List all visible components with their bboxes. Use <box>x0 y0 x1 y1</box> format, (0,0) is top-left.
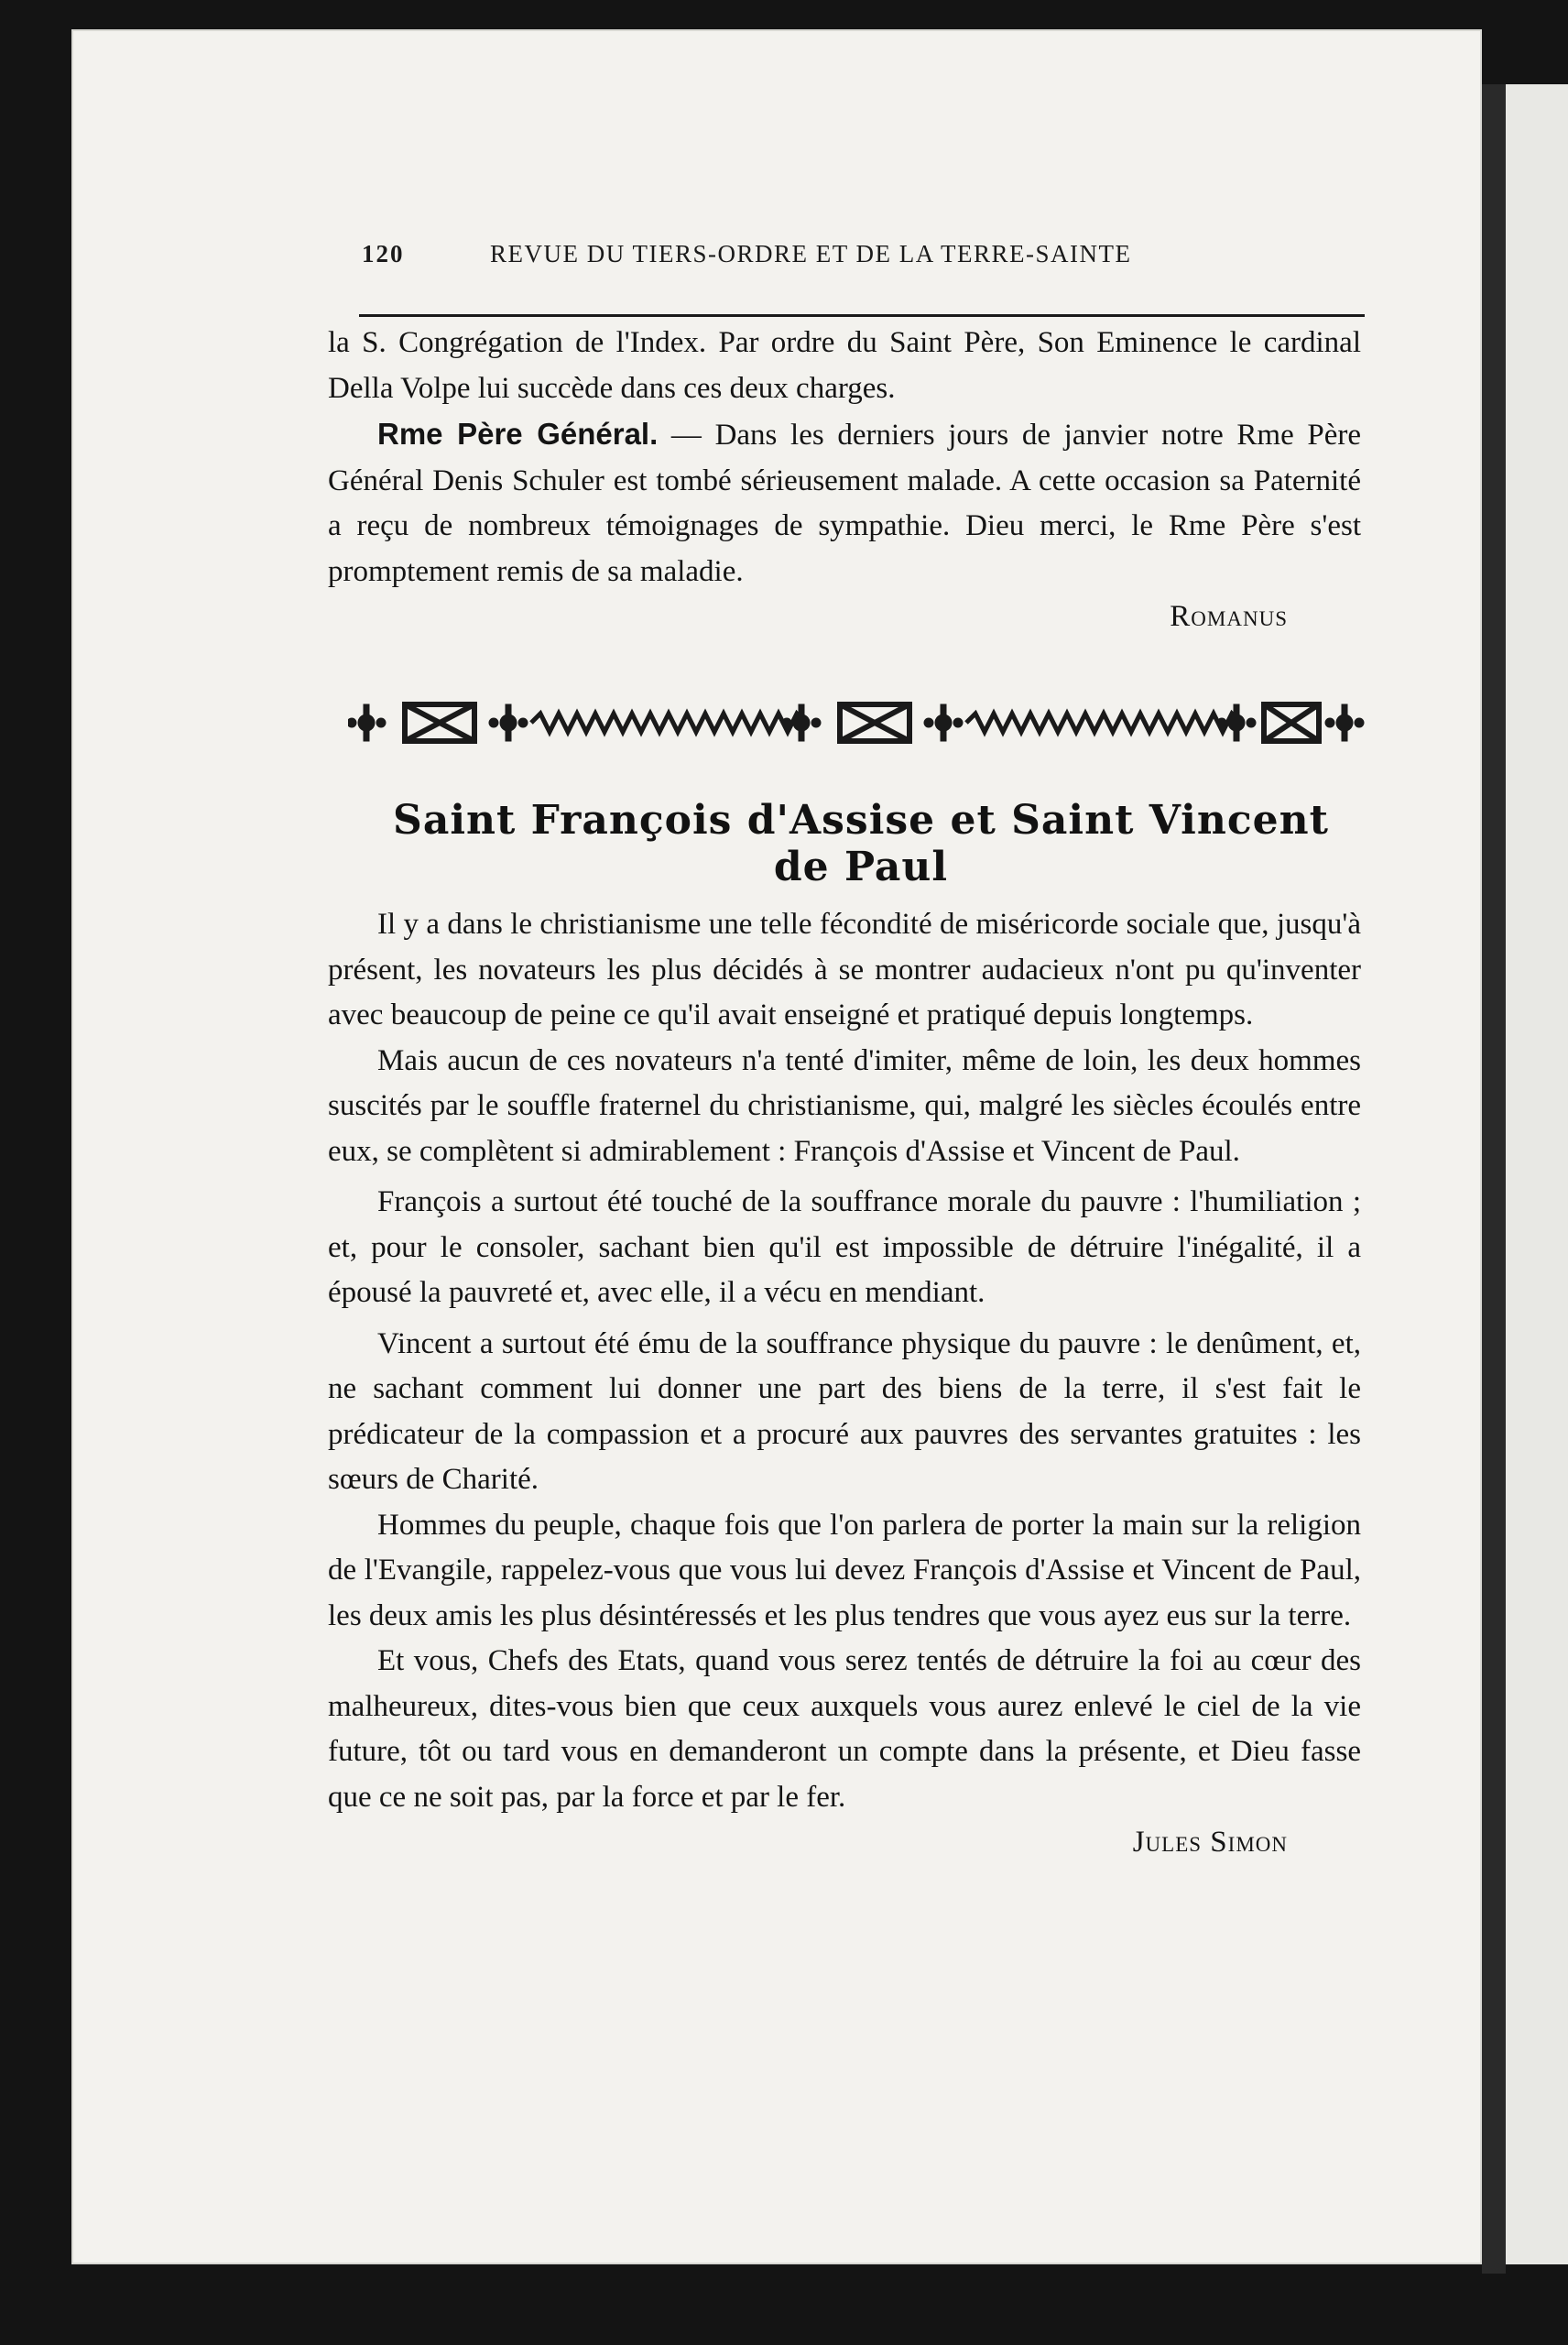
signature-jules-simon: Jules Simon <box>1132 1826 1288 1859</box>
page-edge-shadow <box>1482 84 1506 2274</box>
top-section <box>328 321 1361 640</box>
article-paragraph: Vincent a surtout été ému de la souffrance physique du pauvre : le denûment, et, ne sachant comment lui donner une part des biens de la terre, il s'est fait le prédicateur de la compassion et a procuré aux pauvres des servantes gratuites : les sœurs de Charité. <box>328 1326 1361 1496</box>
section-heading: Rme Père Général. <box>377 417 659 451</box>
ornamental-divider <box>348 694 1365 751</box>
fleur-icon <box>489 704 528 741</box>
article-paragraph: Mais aucun de ces novateurs n'a tenté d'imiter, même de loin, les deux hommes suscités par le souffle fraternel du christianisme, qui, malgré les siècles écoulés entre eux, se complètent si admirablement : François d'Assise et Vincent de Paul. <box>328 1043 1361 1168</box>
article-paragraph: François a surtout été touché de la souffrance morale du pauvre : l'humiliation ; et, pour le consoler, sachant bien qu'il est impossible de détruire l'inégalité, il a épousé la pauvreté et, avec elle, il a vécu en mendiant. <box>328 1185 1361 1309</box>
knot-icon <box>1264 704 1319 741</box>
page-number: 120 <box>362 240 405 267</box>
header-rule <box>359 314 1365 317</box>
continued-paragraph: la S. Congrégation de l'Index. Par ordre du Saint Père, Son Eminence le cardinal Della Volpe lui succède dans ces deux charges. <box>328 326 1361 405</box>
general-news-paragraph <box>328 411 1361 594</box>
article-paragraph-last: Et vous, Chefs des Etats, quand vous serez tentés de détruire la foi au cœur des malheureux, dites-vous bien que ceux auxquels vous aurez enlevé le ciel de la vie future, tôt ou tard vous en demanderont un compte dans la présente, et Dieu fasse que ce ne soit pas, par la force et par le fer. <box>328 1644 1361 1814</box>
general-news-text: — Dans les derniers jours de janvier notre Rme Père Général Denis Schuler est tombé sérieusement malade. A cette occasion sa Paternité a reçu de nombreux témoignages de sympathie. Dieu merci, le Rme Père s'est promptement remis de sa maladie. <box>328 419 1361 588</box>
knot-icon <box>405 704 474 741</box>
fleur-icon <box>924 704 963 741</box>
knot-icon <box>840 704 909 741</box>
article-title: Saint François d'Assise et Saint Vincent de Paul <box>393 797 1329 890</box>
article-paragraph: Hommes du peuple, chaque fois que l'on parlera de porter la main sur la religion de l'Evangile, rappelez-vous que vous lui devez François d'Assise et Vincent de Paul, les deux amis les plus désintéressés et les plus tendres que vous ayez eus sur la terre. <box>328 1508 1361 1632</box>
fleur-icon <box>348 704 386 741</box>
article-paragraph: Il y a dans le christianisme une telle fécondité de miséricorde sociale que, jusqu'à présent, les novateurs les plus décidés à se montrer audacieux n'ont pu qu'inventer avec beaucoup de peine ce qu'il avait enseigné et pratiqué depuis longtemps. <box>328 908 1361 1031</box>
running-title: REVUE DU TIERS-ORDRE ET DE LA TERRE-SAINTE <box>490 240 1132 267</box>
next-page-strip <box>1506 84 1568 2264</box>
zigzag-icon <box>531 714 806 732</box>
article-body <box>328 902 1361 1866</box>
zigzag-icon <box>966 714 1241 732</box>
running-header <box>362 240 1356 268</box>
signature-romanus: Romanus <box>1170 600 1288 633</box>
fleur-icon <box>1325 704 1364 741</box>
